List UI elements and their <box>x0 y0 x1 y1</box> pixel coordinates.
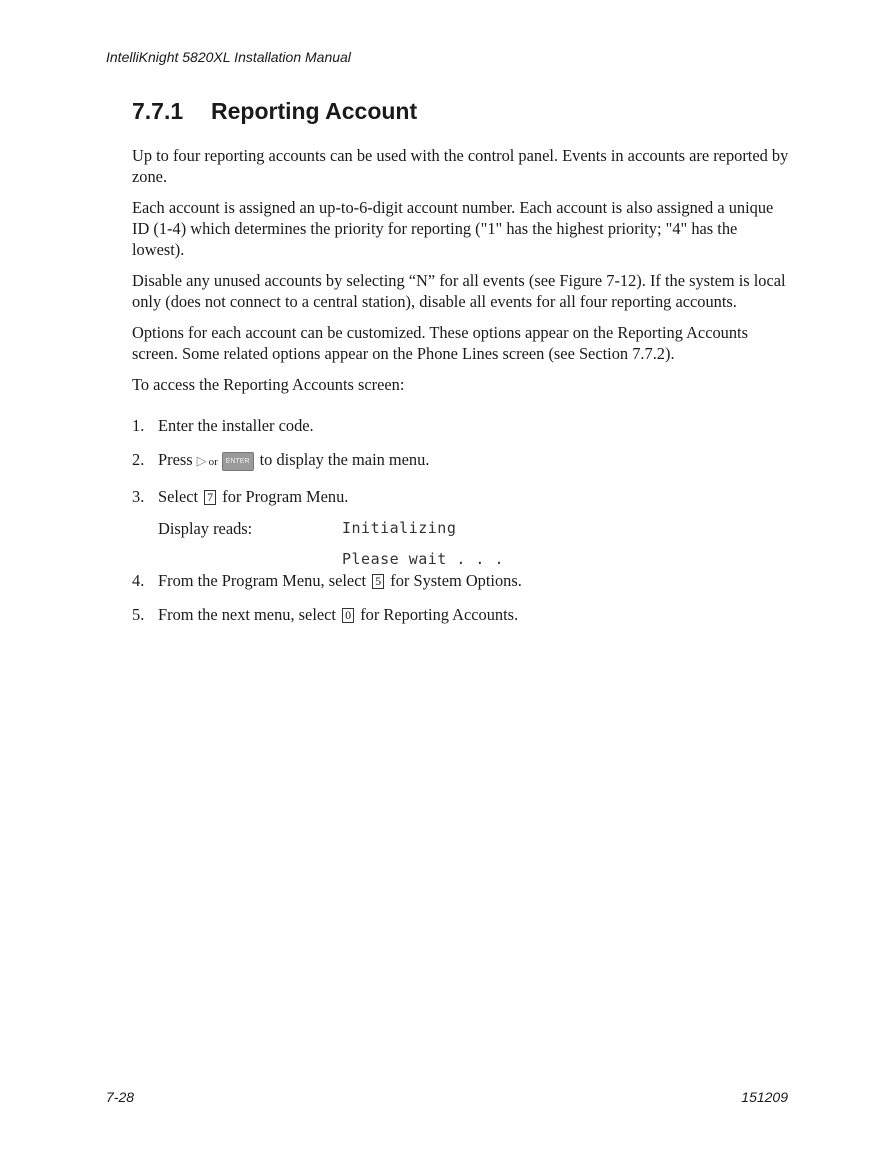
step-text-after: for Reporting Accounts. <box>360 605 519 624</box>
key-7-icon: 7 <box>204 490 216 505</box>
step-text-after: to display the main menu. <box>259 450 430 469</box>
step-text <box>158 570 522 591</box>
display-label: Display reads: <box>158 519 253 538</box>
step-item <box>132 486 792 507</box>
paragraph: Disable any unused accounts by selecting “N” for all events (see Figure 7-12). If the system is local only (does not connect to a central station), disable all events for all four reporting accounts. <box>132 271 786 311</box>
steps-list <box>132 415 792 507</box>
step-item <box>132 604 792 625</box>
right-arrow-key-icon: ▷ <box>196 453 207 468</box>
key-0-icon: 0 <box>342 608 354 623</box>
page-number: 7-28 <box>106 1089 135 1105</box>
section-title: Reporting Account <box>211 98 418 124</box>
step-item <box>132 449 792 473</box>
step-text-after: for System Options. <box>390 571 522 590</box>
body-content <box>132 145 792 638</box>
display-line-2: Please wait . . . <box>342 550 505 568</box>
step-item <box>132 415 792 436</box>
step-text <box>158 486 348 507</box>
key-5-icon: 5 <box>372 574 384 589</box>
step-text-before: Select <box>158 487 199 506</box>
step-text-before: From the next menu, select <box>158 605 336 624</box>
step-text: Enter the installer code. <box>158 416 314 435</box>
step-text-after: for Program Menu. <box>222 487 349 506</box>
step-text-before: From the Program Menu, select <box>158 571 367 590</box>
display-line-1: Initializing <box>342 519 457 537</box>
paragraph: Each account is assigned an up-to-6-digit account number. Each account is also assigned a unique ID (1-4) which determines the priority for reporting ("1" has the highest priority; "4" has the lowest). <box>132 198 774 259</box>
running-header: IntelliKnight 5820XL Installation Manual <box>106 49 351 65</box>
step-text <box>158 604 518 625</box>
steps-list-continued <box>132 570 792 625</box>
step-text-before: Press <box>158 450 193 469</box>
paragraph: Up to four reporting accounts can be used with the control panel. Events in accounts are reported by zone. <box>132 146 789 186</box>
step-number: 1. <box>132 416 145 435</box>
step-number: 5. <box>132 605 145 624</box>
paragraph: Options for each account can be customized. These options appear on the Reporting Accounts screen. Some related options appear on the Phone Lines screen (see Section 7.7.2). <box>132 323 748 363</box>
step-text <box>158 449 429 473</box>
or-text: or <box>208 456 218 468</box>
enter-key-icon: ENTER <box>222 452 254 471</box>
section-heading <box>132 98 417 125</box>
step-number: 4. <box>132 571 145 590</box>
step-number: 3. <box>132 487 145 506</box>
paragraph: To access the Reporting Accounts screen: <box>132 375 405 394</box>
step-item <box>132 570 792 591</box>
section-number: 7.7.1 <box>132 98 184 124</box>
step-number: 2. <box>132 450 145 469</box>
document-number: 151209 <box>741 1089 788 1105</box>
